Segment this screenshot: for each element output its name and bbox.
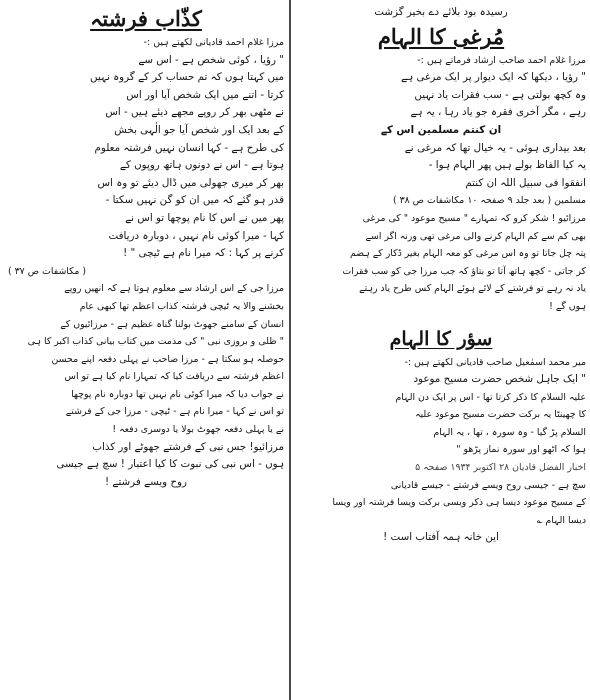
text-line: بھر کر میری جھولی میں ڈال دیئے تو وہ اس bbox=[97, 176, 284, 189]
text-line: میں کہتا ہوں کہ تم حساب کر کے گروہ نہیں bbox=[89, 71, 284, 84]
text-line: حوصلہ ہو سکتا ہے - مرزا صاحب نے پہلی دفعہ اپنے محسن bbox=[51, 353, 284, 365]
text-line: ہوں - اس نبی کی نبوت کا کیا اعتبار ! سچ ہے جیسی bbox=[56, 458, 284, 471]
text-line: مرزائیو ! شکر کرو کہ تمہارے " مسیح موعود " کی مرغی bbox=[362, 212, 586, 224]
text-line: وہ کچھ بولتی ہے - سب فقرات یاد نہیں bbox=[414, 88, 586, 101]
text-line: نے مٹھی بھر کر روپے مجھے دیئے ہیں - اس bbox=[105, 106, 284, 119]
text-line: کر جاتی - کچھ ہاتھ آتا تو بتاؤ کہ جب مرزا جی کو سب فقرات bbox=[342, 265, 586, 277]
text-line: انفقوا فی سبیل اللہ ان کنتم bbox=[465, 176, 586, 189]
text-line: میر محمد اسمٰعیل صاحب قادیانی لکھتے ہیں :- bbox=[404, 356, 586, 368]
section-title-kazzab-farishta: کذّاب فرشتہ bbox=[90, 6, 202, 31]
text-line: بعد بیداری ہوئی - یہ خیال تھا کہ مرغی نے bbox=[404, 141, 586, 154]
text-line: انسان کے سامنے جھوٹ بولنا گناہ عظیم ہے - مرزائیوں کے bbox=[60, 318, 284, 330]
column-divider bbox=[289, 0, 291, 700]
text-line: یاد نہ رہے تو فرشتے کے لائے ہوئے الہام کس طرح یاد رہتے bbox=[359, 283, 586, 295]
reference-line: اخبار الفضل قادیان ۲۸ اکتوبر ۱۹۳۴ صفحہ ۵ bbox=[415, 462, 586, 474]
text-line: کے مسیح موعود دیسا ہی ذکر ویسی برکت ویسا فرشتہ اور ویسا bbox=[332, 497, 586, 509]
text-line: نے جواب دیا کہ میرا کوئی نام نہیں تھا دوبارہ نام پوچھا bbox=[71, 388, 284, 400]
text-line: ہوا کہ اٹھو اور سورہ نماز پڑھو " bbox=[456, 444, 586, 456]
reference-line: مسلمین ( بعد جلد ۹ صفحہ ۱۰ مکاشفات ص ۳۸ ) bbox=[392, 195, 586, 207]
text-line: تو اس نے کہا - میرا نام ہے - ٹیچی - مرزا جی کے فرشتے bbox=[65, 406, 284, 418]
text-line: کا چھینٹا یہ برکت حضرت مسیح موعود علیہ bbox=[415, 409, 586, 421]
text-line: مرزا غلام احمد قادیانی لکھتے ہیں :- bbox=[143, 37, 284, 48]
text-line: ہوں گے ! bbox=[549, 300, 586, 312]
closing-verse: این خانہ ہمہ آفتاب است ! bbox=[383, 531, 499, 544]
text-line: ان کنتم مسلمین اس کے bbox=[380, 123, 502, 136]
text-line: " ظلی و بروزی نبی " کی مذمت میں کتاب بیانی کذاب اکبر کا ہی bbox=[27, 336, 284, 348]
text-line: اعظم فرشتہ سے دریافت کیا کہ تمہارا نام کیا ہے تو اس bbox=[64, 371, 284, 383]
text-line: پتہ چل جاتا تو وہ اس مرغی کو معہ الہام بغیر ڈکار کے ہضم bbox=[349, 248, 586, 260]
text-line: دیسا الہام ؎ bbox=[536, 514, 586, 526]
top-note: رسیدہ بود بلائے دے بخیر گزشت bbox=[374, 6, 508, 18]
text-line: " رؤیا ، کوئی شخص ہے - اس سے bbox=[138, 53, 284, 66]
text-line: بھی کم سے کم الہام کرنے والی مرغی تھی ورنہ اگر اسے bbox=[365, 230, 586, 242]
text-line: نے یا پہلی دفعہ جھوٹ بولا یا دوسری دفعہ ! bbox=[112, 424, 284, 436]
section-title-suar: سؤر کا الہام bbox=[389, 327, 493, 350]
text-line: کرنے پر کہا : کہ میرا نام ہے ٹیچی " ! bbox=[123, 247, 284, 260]
text-line: قدر ہو گئے کہ میں ان کو گن نہیں سکتا - bbox=[105, 194, 284, 207]
text-line: روح ویسے فرشتے ! bbox=[105, 475, 187, 488]
text-line: یہ کیا الفاظ بولے ہیں پھر الہام ہوا - bbox=[428, 159, 586, 172]
text-line: مرزائیو! جس نبی کے فرشتے جھوٹے اور کذاب bbox=[92, 440, 284, 453]
text-line: کرتا - اتنے میں ایک شخص آیا اور اس bbox=[126, 88, 284, 101]
text-line: " رؤیا ، دیکھا کہ ایک دیوار پر ایک مرغی ہے bbox=[401, 71, 586, 84]
text-line: پھر میں نے اس کا نام پوچھا تو اس نے bbox=[125, 211, 284, 224]
text-line: رہے ، مگر آخری فقرہ جو یاد رہا ، یہ ہے bbox=[410, 106, 586, 119]
text-line: سچ ہے - جیسی روح ویسے فرشتے - جیسے قادیانی bbox=[390, 479, 586, 491]
text-line: مرزا غلام احمد صاحب ارشاد فرماتے ہیں :- bbox=[417, 54, 586, 66]
right-column bbox=[296, 4, 586, 547]
left-column bbox=[8, 4, 284, 491]
section-title-murghi: مُرغی کا الہام bbox=[377, 23, 505, 49]
text-line: ہوتا ہے - اس نے دونوں ہاتھ روپوں کے bbox=[119, 159, 284, 172]
text-line: " ایک جاہل شخص حضرت مسیح موعود bbox=[413, 373, 586, 386]
text-line: مرزا جی کے اس ارشاد سے معلوم ہوتا ہے کہ انھیں روپے bbox=[64, 283, 284, 295]
text-line: علیہ السلام کا ذکر کرتا تھا - اس پر ایک دن الہام bbox=[395, 391, 586, 403]
text-line: کی طرح ہے - کہا انسان نہیں فرشتہ معلوم bbox=[94, 141, 284, 154]
text-line: بخشنے والا یہ ٹیچی فرشتہ کذاب اعظم تھا کبھی عام bbox=[79, 300, 284, 312]
text-line: السلام پڑ گیا - وہ سورہ ، تھا ، یہ الہام bbox=[433, 426, 586, 438]
reference-line: ( مکاشفات ص ۳۷ ) bbox=[8, 265, 86, 277]
text-line: کہا - میرا کوئی نام نہیں ، دوبارہ دریافت bbox=[108, 229, 284, 242]
spacer bbox=[296, 316, 586, 324]
text-line: کے بعد ایک اور شخص آیا جو الٰہی بخش bbox=[114, 123, 284, 136]
